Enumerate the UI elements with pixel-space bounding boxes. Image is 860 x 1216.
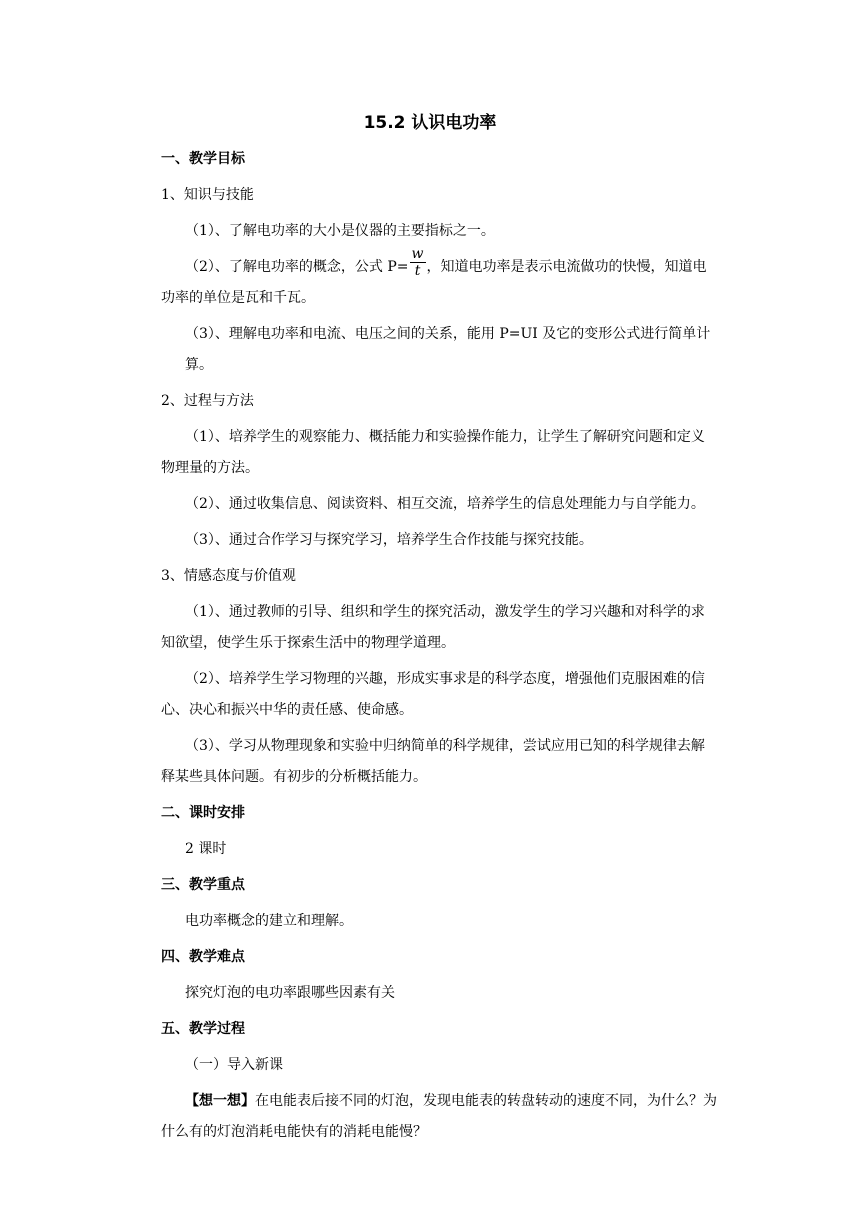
text-span: （2）、培养学生学习物理的兴趣，形成实事求是的科学态度，增强他们克服困难的信 (185, 671, 705, 687)
paragraph: （一）导入新课 (185, 1057, 283, 1073)
formula-fraction (410, 246, 426, 279)
fraction-denominator: t (414, 262, 421, 279)
document-body (161, 144, 737, 1153)
text-span: 什么有的灯泡消耗电能快有的消耗电能慢？ (161, 1124, 427, 1140)
text-span: 在电能表后接不同的灯泡，发现电能表的转盘转动的速度不同，为什么？为 (255, 1093, 717, 1109)
paragraph: 2 课时 (185, 841, 227, 857)
subsection-heading-knowledge: 1、知识与技能 (161, 187, 254, 203)
paragraph: （2）、通过收集信息、阅读资料、相互交流，培养学生的信息处理能力与自学能力。 (185, 496, 705, 512)
subsection-heading-attitude: 3、情感态度与价值观 (161, 568, 296, 584)
paragraph (161, 422, 737, 484)
paragraph (161, 597, 737, 659)
paragraph (161, 664, 737, 726)
text-span: （2）、了解电功率的概念，公式 P= (185, 259, 409, 275)
text-span: （1）、培养学生的观察能力、概括能力和实验操作能力，让学生了解研究问题和定义 (185, 429, 705, 445)
text-span: 心、决心和振兴中华的责任感、使命感。 (161, 702, 413, 718)
subsection-heading-process: 2、过程与方法 (161, 393, 254, 409)
paragraph: （3）、理解电功率和电流、电压之间的关系，能用 P=UI 及它的变形公式进行简单计算。 (185, 326, 711, 373)
paragraph: （3）、通过合作学习与探究学习，培养学生合作技能与探究技能。 (185, 532, 593, 548)
section-heading-goals: 一、教学目标 (161, 151, 245, 167)
text-span: ，知道电功率是表示电流做功的快慢，知道电 (426, 259, 707, 275)
section-heading-process: 五、教学过程 (161, 1021, 245, 1037)
document-title: 15.2 认识电功率 (363, 113, 497, 133)
section-heading-difficulties: 四、教学难点 (161, 949, 245, 965)
text-span: 知欲望，使学生乐于探索生活中的物理学道理。 (161, 635, 455, 651)
think-label: 【想一想】 (185, 1093, 255, 1109)
text-span: （1）、通过教师的引导、组织和学生的探究活动，激发学生的学习兴趣和对科学的求 (185, 604, 705, 620)
text-span: 释某些具体问题。有初步的分析概括能力。 (161, 769, 427, 785)
paragraph: （1）、了解电功率的大小是仪器的主要指标之一。 (185, 223, 495, 239)
text-span: （3）、学习从物理现象和实验中归纳简单的科学规律，尝试应用已知的科学规律去解 (185, 738, 705, 754)
fraction-numerator: w (411, 245, 424, 262)
paragraph (161, 731, 737, 793)
section-heading-key-points: 三、教学重点 (161, 877, 245, 893)
paragraph: 探究灯泡的电功率跟哪些因素有关 (185, 985, 395, 1001)
paragraph-think (161, 1086, 737, 1148)
paragraph-formula (161, 245, 737, 314)
section-heading-schedule: 二、课时安排 (161, 805, 245, 821)
paragraph: 电功率概念的建立和理解。 (185, 913, 353, 929)
text-span: 物理量的方法。 (161, 460, 259, 476)
text-span: 功率的单位是瓦和千瓦。 (161, 290, 315, 306)
